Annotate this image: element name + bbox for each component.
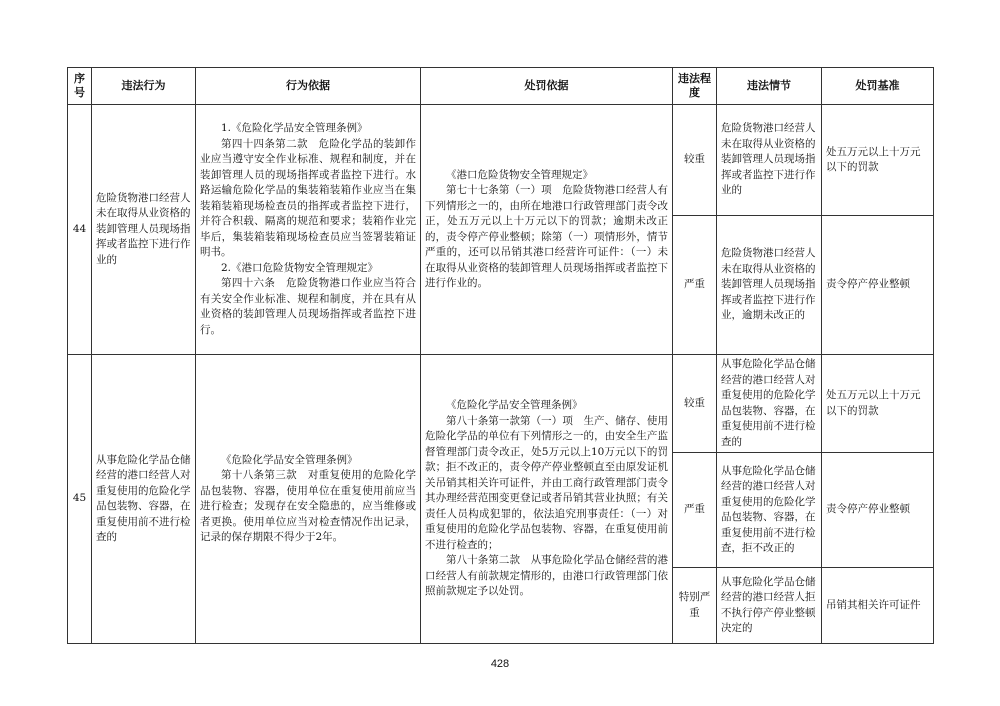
- header-standard: 处罚基准: [822, 68, 934, 105]
- row-act: 危险货物港口经营人未在取得从业资格的装卸管理人员现场指挥或者监控下进行作业的: [92, 105, 196, 355]
- row-degree: 较重: [673, 355, 717, 453]
- header-basis: 行为依据: [196, 68, 421, 105]
- penalty-standard-table: [67, 67, 934, 644]
- row-basis: [196, 105, 421, 355]
- table-header-row: [68, 68, 934, 105]
- row-standard: 责令停产停业整顿: [822, 453, 934, 568]
- row-circumstance: 危险货物港口经营人未在取得从业资格的装卸管理人员现场指挥或者监控下进行作业，逾期未改正的: [717, 216, 822, 355]
- row-degree: 严重: [673, 216, 717, 355]
- header-act: 违法行为: [92, 68, 196, 105]
- penalty-article: 第八十条第一款第（一）项 生产、储存、使用危险化学品的单位有下列情形之一的，由安全生产监督管理部门责令改正，处5万元以上10万元以下的罚款；拒不改正的，责令停产停业整顿直至由原发证机关吊销其相关许可证件，并由工商行政管理部门责令其办理经营范围变更登记或者吊销其营业执照；有关责任人员构成犯罪的，依法追究刑事责任：（一）对重复使用的危险化学品包装物、容器，在重复使用前不进行检查的；: [425, 414, 668, 551]
- penalty-article: 第八十条第二款 从事危险化学品仓储经营的港口经营人有前款规定情形的，由港口行政管理部门依照前款规定予以处罚。: [425, 554, 668, 598]
- row-seq: 45: [68, 355, 92, 644]
- basis-article: 第十八条第三款 对重复使用的危险化学品包装物、容器，使用单位在重复使用前应当进行检查；发现存在安全隐患的，应当维修或者更换。使用单位应当对检查情况作出记录，记录的保存期限不得少于2年。: [200, 469, 416, 543]
- row-standard: 处五万元以上十万元以下的罚款: [822, 355, 934, 453]
- header-penalty-basis: 处罚依据: [421, 68, 673, 105]
- table-row: [68, 105, 934, 216]
- row-seq: 44: [68, 105, 92, 355]
- table-row: [68, 355, 934, 453]
- row-standard: 吊销其相关许可证件: [822, 568, 934, 644]
- header-degree: 违法程度: [673, 68, 717, 105]
- penalty-title: 《港口危险货物安全管理规定》: [446, 168, 593, 181]
- basis-article: 第四十六条 危险货物港口作业应当符合有关安全作业标准、规程和制度，并在具有从业资格的装卸管理人员现场指挥或者监控下进行。: [200, 277, 416, 336]
- row-circumstance: 危险货物港口经营人未在取得从业资格的装卸管理人员现场指挥或者监控下进行作业的: [717, 105, 822, 216]
- row-degree: 较重: [673, 105, 717, 216]
- row-standard: 处五万元以上十万元以下的罚款: [822, 105, 934, 216]
- row-basis: [196, 355, 421, 644]
- page-number: 428: [490, 658, 510, 670]
- penalty-article: 第七十七条第（一）项 危险货物港口经营人有下列情形之一的，由所在地港口行政管理部门责令改正，处五万元以上十万元以下的罚款；逾期未改正的，责令停产停业整顿；除第（一）项情形外，情节严重的，还可以吊销其港口经营许可证件：（一）未在取得从业资格的装卸管理人员现场指挥或者监控下进行作业的。: [425, 184, 668, 289]
- row-circumstance: 从事危险化学品仓储经营的港口经营人拒不执行停产停业整顿决定的: [717, 568, 822, 644]
- row-penalty-basis: [421, 105, 673, 355]
- row-act: 从事危险化学品仓储经营的港口经营人对重复使用的危险化学品包装物、容器，在重复使用前不进行检查的: [92, 355, 196, 644]
- row-circumstance: 从事危险化学品仓储经营的港口经营人对重复使用的危险化学品包装物、容器，在重复使用前不进行检查，拒不改正的: [717, 453, 822, 568]
- row-degree: 严重: [673, 453, 717, 568]
- basis-article: 第四十四条第二款 危险化学品的装卸作业应当遵守安全作业标准、规程和制度，并在装卸管理人员的现场指挥或者监控下进行。水路运输危险化学品的集装箱装箱作业应当在集装箱装箱现场检查员的指挥或者监控下进行，并符合积载、隔离的规范和要求；装箱作业完毕后，集装箱装箱现场检查员应当签署装箱证明书。: [200, 137, 416, 258]
- row-circumstance: 从事危险化学品仓储经营的港口经营人对重复使用的危险化学品包装物、容器，在重复使用前不进行检查的: [717, 355, 822, 453]
- header-seq: 序号: [68, 68, 92, 105]
- row-standard: 责令停产停业整顿: [822, 216, 934, 355]
- penalty-title: 《危险化学品安全管理条例》: [446, 399, 583, 412]
- header-circumstance: 违法情节: [717, 68, 822, 105]
- row-penalty-basis: [421, 355, 673, 644]
- row-degree: 特别严重: [673, 568, 717, 644]
- basis-title: 1.《危险化学品安全管理条例》: [221, 122, 368, 134]
- basis-title: 2.《港口危险货物安全管理规定》: [221, 261, 379, 274]
- basis-title: 《危险化学品安全管理条例》: [221, 453, 358, 466]
